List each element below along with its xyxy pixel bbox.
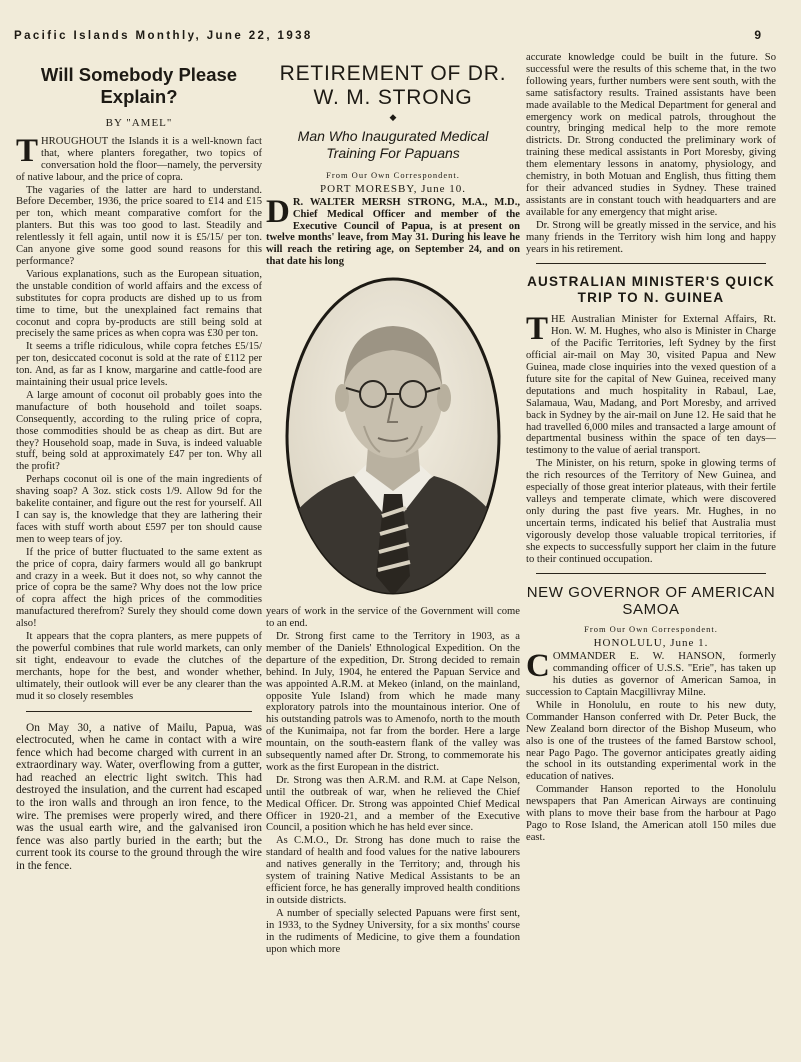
article-paragraph: It seems a trifle ridiculous, while copra fetches £5/15/ per ton, desiccated coconut is sold at the rate of £112 per ton. And, as far as I know, margarine and cattle-food are maintaining their usual price levels.	[16, 341, 262, 389]
article-paragraph: It appears that the copra planters, as mere puppets of the powerful combines that rule world markets, can only sit tight, endeavour to evade the clutches of the merchants, hope for the best, and wonder whether, ultimately, their outlook will ever be any clearer than the mud it so closely resembles	[16, 631, 262, 702]
article-paragraph: Commander Hanson reported to the Honolulu newspapers that Pan American Airways are continuing with plans to move their base from the harbour at Pago Pago to Rose Island, the American atoll 150 miles due east.	[526, 784, 776, 843]
article-paragraph: As C.M.O., Dr. Strong has done much to raise the standard of health and food values for the native labourers and natives generally in the Territory; and, through his system of training Native Medical Assistants to be an efficient force, he has generally improved health conditions in outside districts.	[266, 835, 520, 906]
byline: BY "AMEL"	[105, 117, 173, 129]
headline-ornament: ◆	[389, 112, 397, 122]
drop-cap: T	[16, 132, 39, 169]
dateline: PORT MORESBY, June 10.	[320, 182, 466, 195]
article-headline-minister: AUSTRALIAN MINISTER'S QUICK TRIP TO N. GUINEA	[527, 274, 775, 306]
article-paragraph: Dr. Strong first came to the Territory in 1903, as a member of the Daniels' Ethnological Expedition. On the departure of the expedition, Dr. Strong decided to remain behind. In July, 1904, he entered the Papuan Service and was appointed A.R.M. at Mekeo (inland, on the mainland, opposite Yule Island) from which he made many exploratory patrols into the mountainous interior. One of his outstanding patrols was to Amenofo, north to the mouth of the Kunimaipa, not far from the border. Here a large mountain, on the south-eastern flank of the valley was subsequently named after Dr. Strong, to commemorate his work as the first European in the district.	[266, 630, 520, 773]
dateline: HONOLULU, June 1.	[593, 637, 709, 650]
article-paragraph: Perhaps coconut oil is one of the main ingredients of shaving soap? A 3oz. stick costs 1/9. Allow 9d for the bakelite container, and figure out the rest for yourself. All I can say is, the knowledge that they are lathering their faces with stuff worth about £597 per ton should cause men to weep tears of joy.	[16, 474, 262, 545]
page-number: 9	[754, 28, 761, 42]
news-item-electrocution: On May 30, a native of Mailu, Papua, was electrocuted, when he came in contact with a wire fence which had become charged with current in an extraordinary way. Water, overflowing from a gutter, had reached an electric light switch. This had destroyed the insulation, and the current had escaped to the iron walls and through an iron fence, to the wire. The premises were properly wired, and there was the usual earth wire, and the galvanised iron fence was also partly buried in the earth; but the current took its course to the ground through the wire in the fence.	[16, 721, 262, 873]
article-paragraph: The Minister, on his return, spoke in glowing terms of the rich resources of the Territory of New Guinea, and especially of those great interior plateaus, with their fertile valleys and temperate climate, which were discovered only during the past five years. Mr. Hughes, in no uncertain terms, indicated his belief that Australia must vigorously develop those valuable tropical territories, if she expects to successfully support her claim in the future to their continued occupation.	[526, 458, 776, 565]
drop-cap: D	[266, 193, 290, 230]
article-paragraph: THE Australian Minister for External Affairs, Rt. Hon. W. M. Hughes, who also is Minister in Charge of the Pacific Territories, left Sydney by the first official air-mail on May 30, visited Papua and New Guinea, made close inquiries into the vexed question of a future site for the capital of New Guinea, received many deputations and much hospitality in Rabaul, Lae, Salamaua, Wau, Madang, and Port Moresby, and arrived back in Sydney by the air-mail on June 12. He said that he had travelled 6,000 miles and transacted a large amount of departmental business within the space of ten days—testimony to the value of aerial transport.	[526, 311, 776, 457]
correspondent-credit: From Our Own Correspondent.	[584, 624, 718, 635]
running-head: Pacific Islands Monthly, June 22, 1938	[14, 30, 313, 42]
article-paragraph: COMMANDER E. W. HANSON, formerly commanding officer of U.S.S. "Erie", has taken up his duties as governor of American Samoa, in succession to Captain Macgillivray Milne.	[526, 648, 776, 698]
article-paragraph: A large amount of coconut oil probably goes into the manufacture of both household and toilet soaps. Consequently, according to the ruling price of copra, those commodities should be as cheap as dirt. But are they? Household soap, made in Suva, is indeed valuable stuff, being sold at approximately £47 per ton. Why all the profit?	[16, 389, 262, 473]
drop-cap: T	[526, 311, 549, 348]
article-paragraph: accurate knowledge could be built in the future. So successful were the results of this scheme that, in the two following years, further numbers were sent south, with the same satisfactory results. Trained assistants have been made available to the Medical Department for general and emergency work on medical patrols, throughout the country, bringing medical help to the more remote districts. Dr. Strong conducted the preliminary work of training these medical assistants in Port Moresby, giving them elementary lessons in anatomy, physiology, and chemistry, in both Motuan and English, thus fitting them for their advanced studies in Sydney. These trained assistants are in constant touch with headquarters and are available for any emergency that might arise.	[526, 52, 776, 218]
article-paragraph: While in Honolulu, en route to his new duty, Commander Hanson conferred with Dr. Peter Buck, the New Zealand born director of the Bishop Museum, who also is one of the trustees of the famed Barstow school, near Pago Pago. The governor anticipates greatly aiding the school in its outstanding experimental work in the education of natives.	[526, 699, 776, 783]
article-paragraph: The vagaries of the latter are hard to understand. Before December, 1936, the price soared to £14 and £15 per ton, which meant comparative comfort for the planters. But this was too good to last. Steadily and relentlessly it fell again, until now it is £5/15/ per ton. Can anyone give some good sound reasons for this performance?	[16, 184, 262, 267]
article-paragraph: THROUGHOUT the Islands it is a well-known fact that, where planters foregather, two topics of conversation hold the floor—namely, the perversity of native labour, and the price of copra.	[16, 132, 262, 183]
middle-column	[266, 58, 520, 1058]
article-paragraph: Dr. Strong was then A.R.M. and R.M. at Cape Nelson, until the outbreak of war, when he relieved the Chief Medical Officer. Dr. Strong was appointed Chief Medical Officer in 1920-21, and a member of the Executive Council, a position which he has held ever since.	[266, 774, 520, 834]
drop-cap: C	[526, 648, 550, 685]
article-subhead: Man Who Inaugurated Medical Training For Papuans	[297, 127, 489, 161]
article-paragraph: Various explanations, such as the European situation, the unstable condition of world affairs and the excess of substitutes for copra products are dished up to us from time to time, but the unexplained fact remains that coconut and copra by-products are still being sold at precisely the same prices as when copra was £30 per ton.	[16, 268, 262, 340]
article-paragraph: If the price of butter fluctuated to the same extent as the price of copra, dairy farmers would all go bankrupt and crazy in a week. But it does not, so why cannot the price of copra be the same? Why does not the low price of copra affect the high prices of the commodities manufactured therefrom? Surely they should come down also!	[16, 546, 262, 630]
portrait-photo	[284, 276, 502, 596]
column-divider-rule	[536, 573, 766, 574]
article-paragraph: Dr. Strong will be greatly missed in the service, and his many friends in the Territory wish him long and happy years in his retirement.	[526, 219, 776, 255]
left-column	[16, 58, 262, 1058]
article-headline-strong: RETIREMENT OF DR. W. M. STRONG	[279, 62, 507, 109]
correspondent-credit: From Our Own Correspondent.	[326, 169, 460, 180]
portrait-of-dr-strong	[284, 276, 502, 596]
article-paragraph: A number of specially selected Papuans were first sent, in 1933, to the Sydney University, for a six months' course in the rudiments of Medicine, to give them a foundation upon which more	[266, 907, 520, 955]
article-headline-explain: Will Somebody Please Explain?	[40, 64, 238, 107]
article-lead: D R. WALTER MERSH STRONG, M.A., M.D., Chief Medical Officer and member of the Executive Council of Papua, is at present on twelve months' leave, from May 31. During his leave he will reach the retiring age, on September 24, and on that date his long	[266, 193, 520, 268]
column-divider-rule	[26, 711, 252, 712]
right-column	[526, 52, 776, 1058]
column-divider-rule	[536, 263, 766, 264]
article-headline-samoa: NEW GOVERNOR OF AMERICAN SAMOA	[526, 584, 776, 619]
article-paragraph: years of work in the service of the Government will come to an end.	[266, 606, 520, 630]
